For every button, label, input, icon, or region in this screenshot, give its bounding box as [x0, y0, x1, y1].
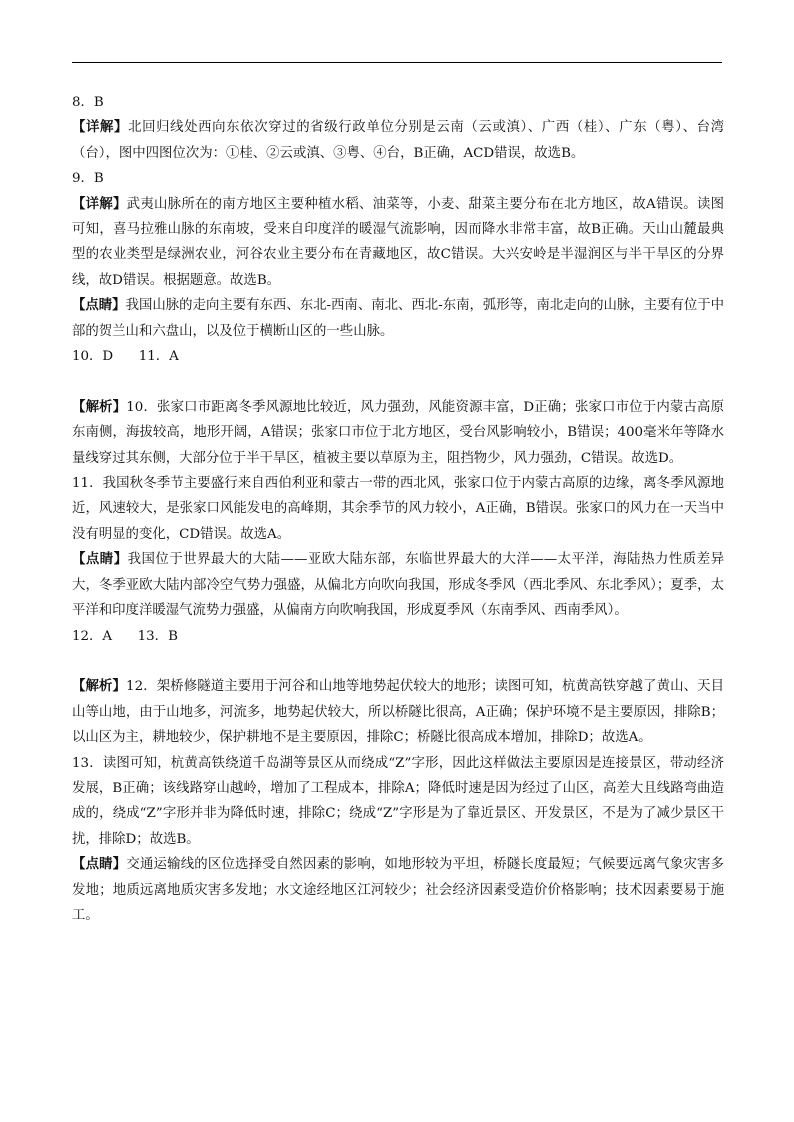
section-tag: 【详解】: [72, 119, 129, 136]
paragraph-text: 武夷山脉所在的南方地区主要种植水稻、油菜等，小麦、甜菜主要分布在北方地区，故A错误。读图可知，喜马拉雅山脉的东南坡，受来自印度洋的暖湿气流影响，因而降水非常丰富，故B正确。天山山麓最典型的农业类型是绿洲农业，河谷农业主要分布在青藏地区，故C错误。大兴安岭是半湿润区与半干旱区的分界线，故D错误。根据题意。故选B。: [72, 196, 725, 288]
answer-key: [72, 90, 724, 115]
answer-key: [72, 624, 724, 649]
explanation-paragraph: [72, 471, 724, 547]
section-tag: 【详解】: [72, 195, 127, 212]
paragraph-text: 我国位于世界最大的大陆——亚欧大陆东部，东临世界最大的大洋——太平洋，海陆热力性质差异大，冬季亚欧大陆内部冷空气势力强盛，从偏北方向吹向我国，形成冬季风（西北季风、东北季风）；夏季，太平洋和印度洋暖湿气流势力强盛，从偏南方向吹响我国，形成夏季风（东南季风、西南季风）。: [72, 552, 725, 619]
section-tag: 【解析】: [72, 678, 127, 695]
explanation-paragraph: [72, 674, 724, 750]
answer-text: 12．A 13．B: [72, 628, 178, 644]
paragraph-text: 10．张家口市距离冬季风源地比较近，风力强劲，风能资源丰富，D正确；张家口市位于内蒙古高原东南侧，海拔较高，地形开阔，A错误；张家口市位于北方地区，受台风影响较小，B错误；400毫米年等降水量线穿过其东侧，大部分位于半干旱区，植被主要以草原为主，阻挡物少，风力强劲，C错误。故选D。: [72, 399, 724, 466]
blank-line: [72, 649, 724, 674]
section-tag: 【点睛】: [72, 551, 128, 568]
explanation-paragraph: [72, 547, 724, 623]
explanation-paragraph: [72, 751, 724, 853]
section-tag: 【点睛】: [72, 856, 127, 873]
paragraph-text: 13．读图可知，杭黄高铁绕道千岛湖等景区从而绕成“Z”字形，因此这样做法主要原因是连接景区，带动经济发展，B正确；该线路穿山越岭，增加了工程成本，排除A；降低时速是因为经过了山区，高差大且线路弯曲造成的，绕成“Z”字形并非为降低时速，排除C；绕成“Z”字形是为了靠近景区、开发景区，不是为了减少景区干扰，排除D；故选B。: [72, 755, 724, 847]
answer-text: 8．B: [72, 95, 104, 110]
explanation-paragraph: [72, 852, 724, 928]
answer-explanations: [72, 90, 724, 928]
paragraph-text: 交通运输线的区位选择受自然因素的影响，如地形较为平坦，桥隧长度最短；气候要远离气象灾害多发地；地质远离地质灾害多发地；水文途经地区江河较少；社会经济因素受造价价格影响；技术因素要易于施工。: [72, 857, 725, 923]
paragraph-text: 北回归线处西向东依次穿过的省级行政单位分别是云南（云或滇）、广西（桂）、广东（粤）、台湾（台），图中四图位次为：①桂、②云或滇、③粤、④台，B正确，ACD错误，故选B。: [72, 120, 724, 161]
paragraph-text: 11．我国秋冬季节主要盛行来自西伯利亚和蒙古一带的西北风，张家口位于内蒙古高原的边缘，离冬季风源地近，风速较大，是张家口风能发电的高峰期，其余季节的风力较小，A正确，B错误。张家口的风力在一天当中没有明显的变化，CD错误。故选A。: [72, 476, 724, 542]
blank-line: [72, 369, 724, 394]
section-tag: 【解析】: [72, 398, 127, 415]
explanation-paragraph: [72, 293, 724, 344]
paragraph-text: 我国山脉的走向主要有东西、东北-西南、南北、西北-东南，弧形等，南北走向的山脉，主要有位于中部的贺兰山和六盘山，以及位于横断山区的一些山脉。: [72, 298, 725, 339]
answer-text: 9．B: [72, 171, 104, 187]
paragraph-text: 12．架桥修隧道主要用于河谷和山地等地势起伏较大的地形；读图可知，杭黄高铁穿越了黄山、天目山等山地，由于山地多，河流多，地势起伏较大，所以桥隧比很高，A正确；保护环境不是主要原因，排除B；以山区为主，耕地较少，保护耕地不是主要原因，排除C；桥隧比很高成本增加，排除D；故选A。: [72, 679, 724, 746]
explanation-paragraph: [72, 115, 724, 166]
explanation-paragraph: [72, 395, 724, 471]
answer-key: [72, 344, 724, 369]
answer-text: 10．D 11．A: [72, 349, 179, 365]
section-tag: 【点睛】: [72, 297, 126, 314]
answer-key: [72, 166, 724, 191]
header-rule: [72, 62, 722, 63]
explanation-paragraph: [72, 192, 724, 294]
